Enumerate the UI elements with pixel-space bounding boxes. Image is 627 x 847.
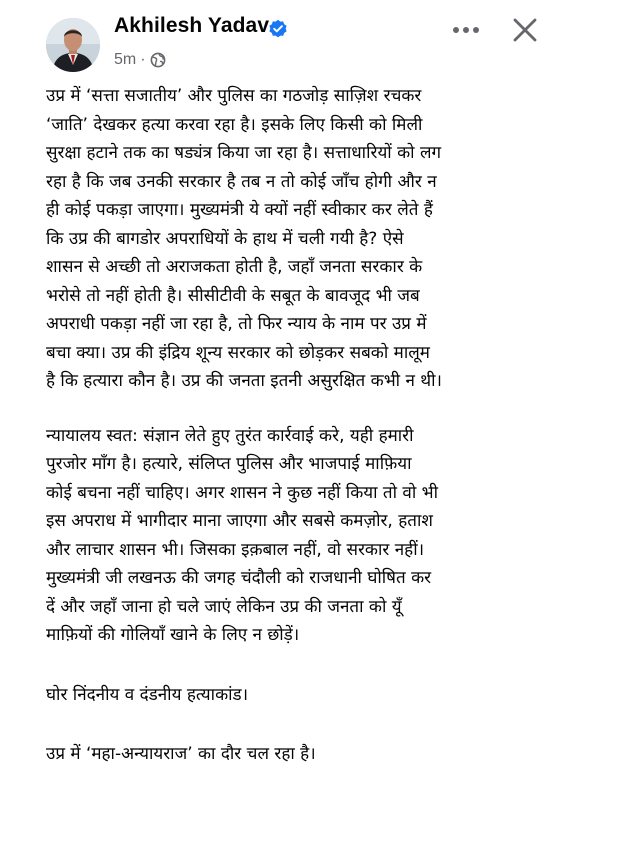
avatar[interactable]: [46, 18, 100, 72]
avatar-image: [46, 18, 100, 72]
meta-separator: ·: [140, 51, 146, 68]
post-meta: [114, 49, 166, 71]
post-paragraph-3: घोर निंदनीय व दंडनीय हत्याकांड।: [46, 684, 249, 705]
post-paragraph-4: उप्र में ‘महा-अन्यायराज’ का दौर चल रहा है।: [46, 744, 316, 764]
more-options-icon: [452, 26, 480, 34]
close-icon: [512, 17, 538, 43]
post-header: [0, 0, 627, 80]
close-button[interactable]: [505, 10, 545, 50]
globe-icon[interactable]: [150, 52, 166, 68]
post-body: [46, 82, 606, 769]
verified-badge-icon: [268, 19, 288, 39]
author-name[interactable]: Akhilesh Yadav: [114, 14, 270, 37]
post-paragraph-1: उप्र में ‘सत्ता सजातीय’ और पुलिस का गठजोड़ साज़िश रचकर ‘जाति’ देखकर हत्या करवा रहा है। इसके लिए किसी को मिली सुरक्षा हटाने तक का षड्यंत्र किया जा रहा है। सत्ताधारियों को लग रहा है कि जब उनकी सरकार है तब न तो कोई जाँच होगी और न ही कोई पकड़ा जाएगा। मुख्यमंत्री ये क्यों नहीं स्वीकार कर लेते हैं कि उप्र की बागडोर अपराधियों के हाथ में चली गयी है? ऐसे शासन से अच्छी तो अराजकता होती है, जहाँ जनता सरकार के भरोसे तो नहीं होती है। सीसीटीवी के सबूत के बावजूद भी जब अपराधी पकड़ा नहीं जा रहा है, तो फिर न्याय के नाम पर उप्र में बचा क्या। उप्र की इंद्रिय शून्य सरकार को छोड़कर सबको मालूम है कि हत्यारा कौन है। उप्र की जनता इतनी असुरक्षित कभी न थी।: [46, 86, 443, 391]
post-paragraph-2: न्यायालय स्वत: संज्ञान लेते हुए तुरंत कार्रवाई करे, यही हमारी पुरजोर माँग है। हत्यारे, संलिप्त पुलिस और भाजपाई माफ़िया कोई बचना नहीं चाहिए। अगर शासन ने कुछ नहीं किया तो वो भी इस अपराध में भागीदार माना जाएगा और सबसे कमज़ोर, हताश और लाचार शासन भी। जिसका इक़बाल नहीं, वो सरकार नहीं। मुख्यमंत्री जी लखनऊ की जगह चंदौली को राजधानी घोषित कर दें और जहाँ जाना हो चले जाएं लेकिन उप्र की जनता को यूँ माफ़ियों की गोलियाँ खाने के लिए न छोड़ें।: [46, 425, 439, 645]
more-options-button[interactable]: [444, 14, 488, 46]
post-timestamp[interactable]: 5m: [114, 51, 137, 68]
